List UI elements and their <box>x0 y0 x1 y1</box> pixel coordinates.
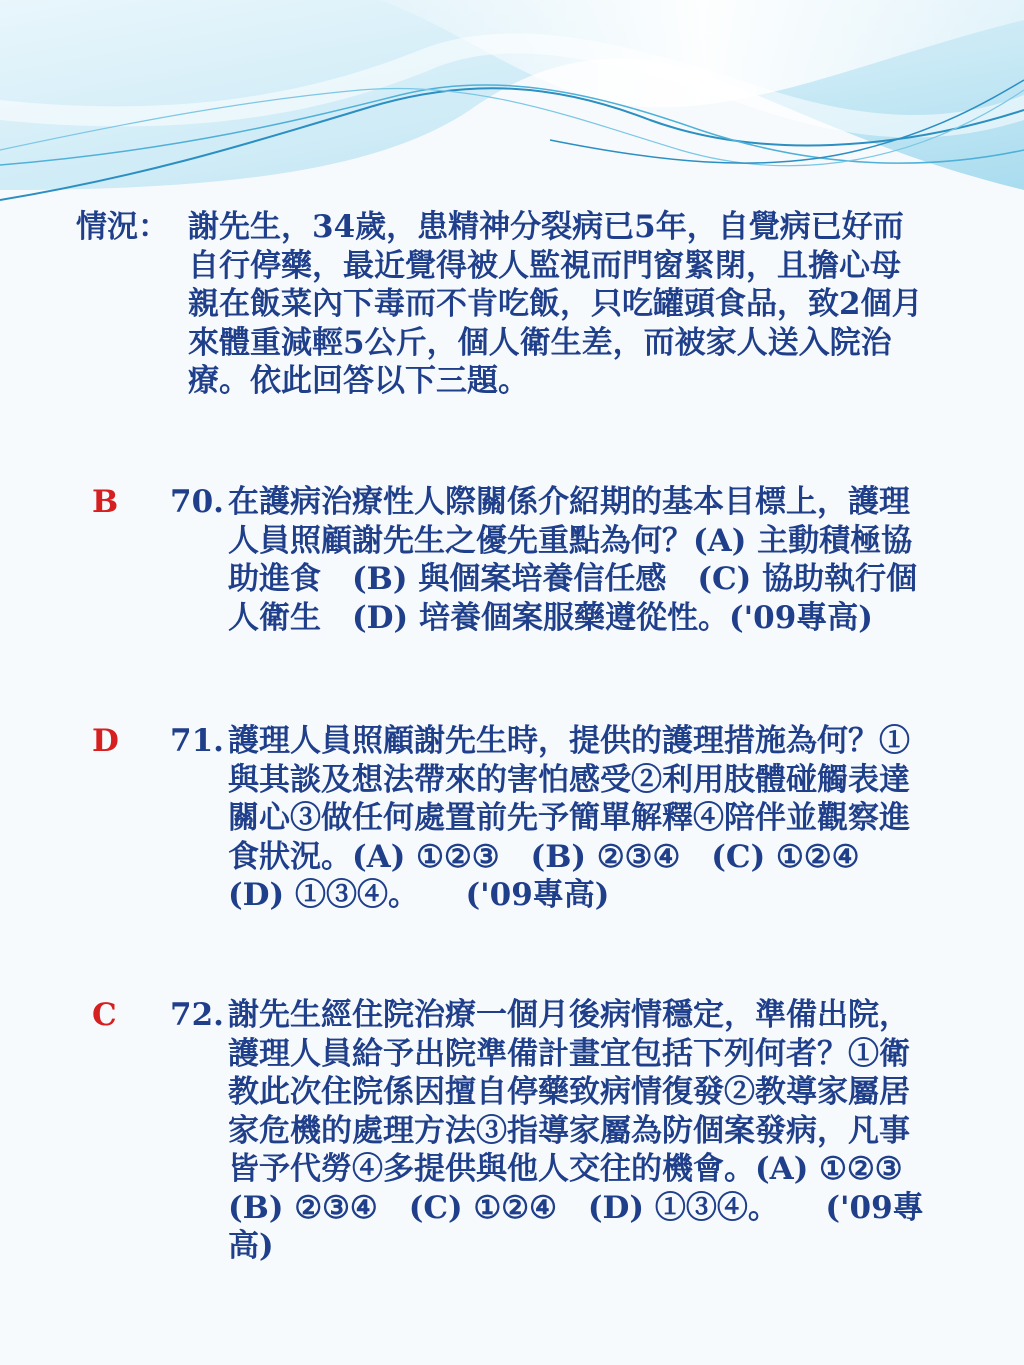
situation-text: 謝先生，34歲，患精神分裂病已5年，自覺病已好而自行停藥，最近覺得被人監視而門窗緊閉，且擔心母親在飯菜內下毒而不肯吃飯，只吃罐頭食品，致2個月來體重減輕5公斤，個人衛生差，而被家人送入院治療。依此回答以下三題。 <box>188 209 923 399</box>
question-71 <box>90 722 930 915</box>
answer-key: D <box>92 723 119 759</box>
question-text: 護理人員照顧謝先生時，提供的護理措施為何？①與其談及想法帶來的害怕感受②利用肢體碰觸表達關心③做任何處置前先予簡單解釋④陪伴並觀察進食狀況。(A) ①②③ (B) ②③④ (C) ①②④ (D) ①③④。 ('09專高) <box>228 723 910 913</box>
answer-key: C <box>92 997 117 1033</box>
question-number: 71. <box>170 723 224 759</box>
situation-label: 情況： <box>76 209 169 245</box>
question-number: 72. <box>170 997 224 1033</box>
situation-block <box>76 208 926 401</box>
question-number: 70. <box>170 484 224 520</box>
question-70 <box>90 483 930 637</box>
question-text: 謝先生經住院治療一個月後病情穩定，準備出院，護理人員給予出院準備計畫宜包括下列何者？①衛教此次住院係因擅自停藥致病情復發②教導家屬居家危機的處理方法③指導家屬為防個案發病，凡事皆予代勞④多提供與他人交往的機會。(A) ①②③ (B) ②③④ (C) ①②④ (D) ①③④。 ('09專高) <box>228 997 934 1264</box>
question-text: 在護病治療性人際關係介紹期的基本目標上，護理人員照顧謝先生之優先重點為何？(A) 主動積極協助進食 (B) 與個案培養信任感 (C) 協助執行個人衛生 (D) 培養個案服藥遵從性。('09專高) <box>228 484 918 636</box>
question-72 <box>90 996 934 1266</box>
answer-key: B <box>92 484 119 520</box>
